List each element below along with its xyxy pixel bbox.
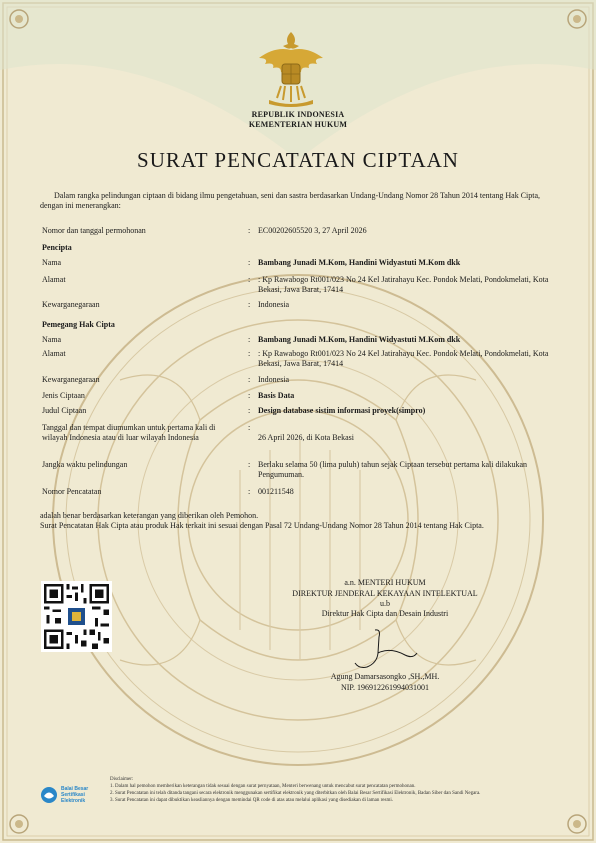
pencipta-heading: Pencipta [42,243,72,252]
colon: : [248,487,251,496]
bsre-logo [39,783,109,807]
jangka-waktu-value: Berlaku selama 50 (lima puluh) tahun sejak Ciptaan tersebut pertama kali dilakukan Pengumuman. [258,460,528,479]
colon: : [248,375,251,384]
disclaimer-note-1: 1. Dalam hal pemohon memberikan keterangan tidak sesuai dengan surat pernyataan, Menteri berwenang untuk mencabut surat pencatatan permohonan. [110,784,416,789]
corner-ornament-bottom-left [6,811,32,837]
page-title: SURAT PENCATATAN CIPTAAN [137,148,459,172]
pemegang-kewarganegaraan-value: Indonesia [258,375,290,384]
country-name: REPUBLIK INDONESIA [251,110,345,119]
pemegang-kewarganegaraan-label: Kewarganegaraan [42,375,100,384]
signature-line-3: u.b [380,599,390,608]
pemegang-alamat-label: Alamat [42,349,66,358]
pencipta-kewarganegaraan-label: Kewarganegaraan [42,300,100,309]
colon: : [248,275,251,284]
pencipta-kewarganegaraan-value: Indonesia [258,300,290,309]
colon: : [248,391,251,400]
jenis-ciptaan-label: Jenis Ciptaan [42,391,85,400]
closing-line-2: Surat Pencatatan Hak Cipta atau produk Hak terkait ini sesuai dengan Pasal 72 Undang-Undang Nomor 28 Tahun 2014 tentang Hak Cipta. [40,521,484,530]
colon: : [248,226,251,235]
colon: : [248,349,251,358]
handwritten-signature [345,625,425,670]
pencipta-alamat-label: Alamat [42,275,66,284]
jenis-ciptaan-value: Basis Data [258,391,295,400]
signatory-name: Agung Damarsasongko ,SH.,MH. [330,672,440,681]
corner-ornament-bottom-right [564,811,590,837]
jangka-waktu-label: Jangka waktu pelindungan [42,460,128,469]
nomor-pencatatan-label: Nomor Pencatatan [42,487,102,496]
signatory-nip: NIP. 196912261994031001 [340,683,429,692]
pemegang-nama-label: Nama [42,335,62,344]
garuda-emblem-icon [255,28,327,108]
colon: : [248,335,251,344]
pencipta-alamat-value: : Kp Rawabogo Rt001/023 No 24 Kel Jatirahayu Kec. Pondok Melati, Pondokmelati, Kota Bekasi, Jawa Barat, 17414 [258,275,549,294]
colon: : [248,258,251,267]
tanggal-pengumuman-label: Tanggal dan tempat diumumkan untuk pertama kali di wilayah Indonesia atau di luar wilayah Indonesia [42,423,216,442]
application-value: EC00202605520 3, 27 April 2026 [258,226,367,235]
bsre-logo-text: Balai Besar Sertifikasi Elektronik [61,786,89,804]
disclaimer-notes [110,776,560,804]
intro-paragraph: Dalam rangka pelindungan ciptaan di bidang ilmu pengetahuan, seni dan sastra berdasarkan Undang-Undang Nomor 28 Tahun 2014 tentang Hak Cipta, dengan ini menerangkan: [40,191,541,210]
signature-line-1: a.n. MENTERI HUKUM [344,578,426,587]
corner-ornament-top-right [564,6,590,32]
judul-ciptaan-value: Design database sistim informasi proyek(simpro) [258,406,426,415]
ministry-name: KEMENTERIAN HUKUM [248,120,348,129]
pencipta-nama-label: Nama [42,258,62,267]
pemegang-alamat-value: : Kp Rawabogo Rt001/023 No 24 Kel Jatirahayu Kec. Pondok Melati, Pondokmelati, Kota Bekasi, Jawa Barat, 17414 [258,349,549,368]
pemegang-nama-value: Bambang Junadi M.Kom, Handini Widyastuti M.Kom dkk [258,335,461,344]
corner-ornament-top-left [6,6,32,32]
disclaimer-note-2: 2. Surat Pencatatan ini telah ditanda tangani secara elektronik menggunakan sertifikat elektronik yang diterbitkan oleh Balai Besar Sertifikasi Elektronik, Badan Siber dan Sandi Negara. [110,791,481,796]
colon: : [248,460,251,469]
judul-ciptaan-label: Judul Ciptaan [42,406,87,415]
bsre-logo-icon [39,785,59,805]
nomor-pencatatan-value: 001211548 [258,487,294,496]
colon: : [248,406,251,415]
disclaimer-heading: Disclaimer: [110,777,134,782]
signature-line-2: DIREKTUR JENDERAL KEKAYAAN INTELEKTUAL [292,589,478,598]
colon: : [248,300,251,309]
pencipta-nama-value: Bambang Junadi M.Kom, Handini Widyastuti M.Kom dkk [258,258,461,267]
qr-code-icon[interactable] [41,581,112,652]
pemegang-heading: Pemegang Hak Cipta [42,320,115,329]
signature-line-4: Direktur Hak Cipta dan Desain Industri [321,609,449,618]
colon: : [248,423,251,432]
closing-line-1: adalah benar berdasarkan keterangan yang diberikan oleh Pemohon. [40,511,259,520]
application-label: Nomor dan tanggal permohonan [42,226,146,235]
tanggal-pengumuman-value: 26 April 2026, di Kota Bekasi [258,433,354,442]
disclaimer-note-3: 3. Surat Pencatatan ini dapat dibuktikan keasliannya dengan memindai QR code di atas atau melalui aplikasi yang disediakan di laman resmi. [110,798,393,803]
